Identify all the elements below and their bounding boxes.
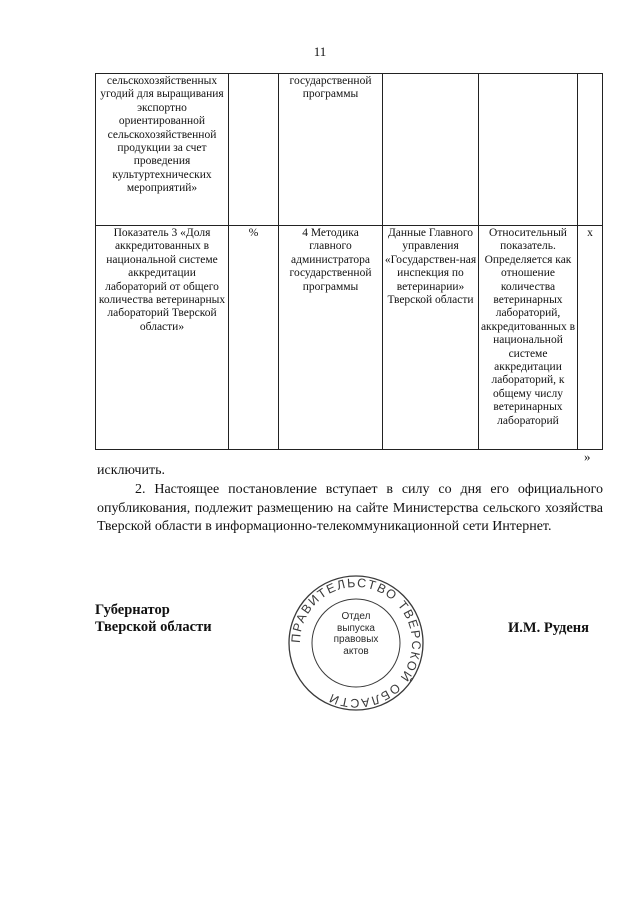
indicator-table bbox=[95, 73, 603, 450]
page-number: 11 bbox=[313, 44, 327, 59]
closing-quote: » bbox=[584, 449, 591, 464]
table-cell-source bbox=[383, 74, 479, 226]
stamp-center-text: Отдел выпуска правовых актов bbox=[333, 611, 379, 657]
signer-name: И.М. Руденя bbox=[508, 620, 590, 636]
signer-position bbox=[95, 602, 212, 636]
table-cell-description bbox=[479, 74, 578, 226]
effective-date-paragraph: 2. Настоящее постановление вступает в силу со дня его официального опубликования, подлежит размещению на сайте Министерства сельского хозяйства Тверской области в информационно-телекоммуникационной сети Интернет. bbox=[97, 482, 603, 534]
exclude-instruction: исключить. bbox=[97, 463, 165, 478]
signer-position-line2: Тверской области bbox=[95, 619, 212, 635]
table-cell-method: государственной программы bbox=[279, 74, 383, 226]
table-cell-method: 4 Методика главного администратора государственной программы bbox=[279, 226, 383, 450]
table-cell-unit bbox=[229, 74, 279, 226]
table-cell-extra bbox=[578, 74, 603, 226]
table-row bbox=[96, 74, 603, 226]
table-row bbox=[96, 226, 603, 450]
signer-position-line1: Губернатор bbox=[95, 602, 170, 618]
table-cell-indicator: Показатель 3 «Доля аккредитованных в национальной системе аккредитации лабораторий от общего количества ветеринарных лабораторий Тверской области» bbox=[96, 226, 229, 450]
table-cell-unit: % bbox=[229, 226, 279, 450]
table-cell-extra: х bbox=[578, 226, 603, 450]
table-cell-description: Относительный показатель. Определяется как отношение количества ветеринарных лабораторий, аккредитованных в национальной системе аккредитации лабораторий, к общему числу ветеринарных лабораторий bbox=[479, 226, 578, 450]
stamp-ring-text: ПРАВИТЕЛЬСТВО ТВЕРСКОЙ ОБЛАСТИ bbox=[288, 575, 424, 711]
table-cell-indicator: сельскохозяйственных угодий для выращивания экспортно ориентированной сельскохозяйственной продукции за счет проведения культуртехнических мероприятий» bbox=[96, 74, 229, 226]
table-cell-source: Данные Главного управления «Государствен-ная инспекция по ветеринарии» Тверской области bbox=[383, 226, 479, 450]
